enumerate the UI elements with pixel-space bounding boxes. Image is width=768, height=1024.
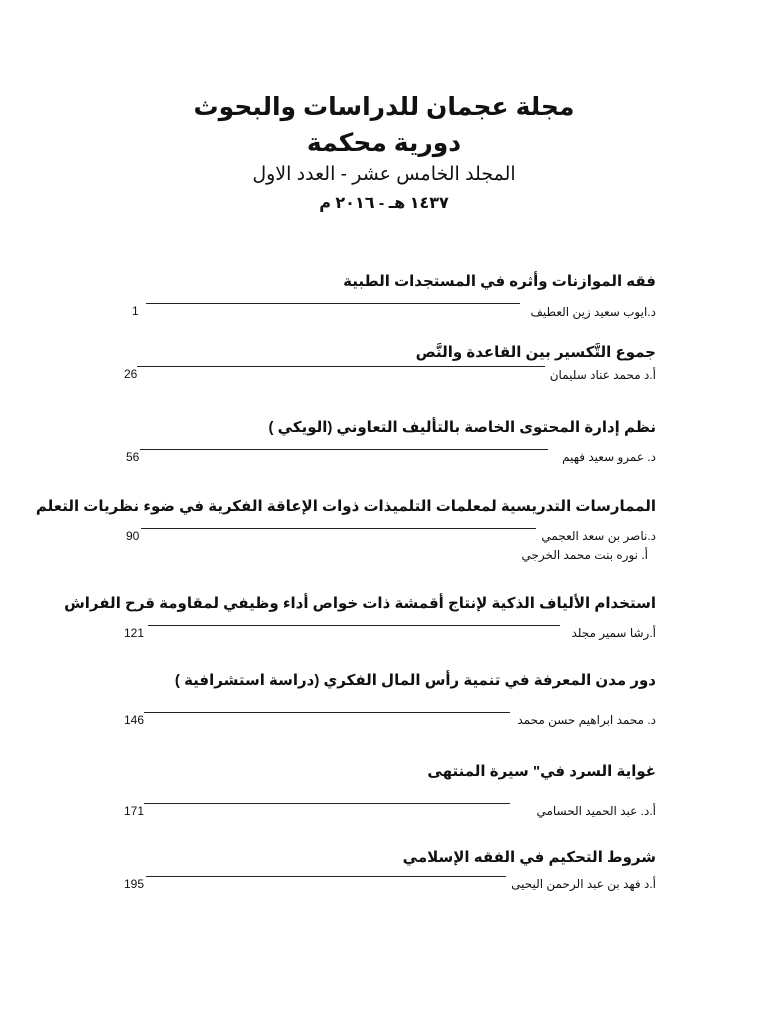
article-author: د.ايوب سعيد زين العطيف [530, 305, 656, 319]
leader-line [141, 528, 536, 529]
journal-subtitle: دورية محكمة [306, 129, 462, 157]
page-number: 121 [124, 626, 145, 640]
leader-line [144, 712, 510, 713]
article-author: د. محمد ابراهيم حسن محمد [517, 713, 656, 727]
article-title: نظم إدارة المحتوى الخاصة بالتأليف التعاوني (الويكي ) [268, 419, 656, 436]
volume-issue: المجلد الخامس عشر - العدد الاول [252, 164, 516, 185]
journal-title: مجلة عجمان للدراسات والبحوث [193, 93, 575, 121]
issue-date: ١٤٣٧ هـ - ٢٠١٦ م [319, 195, 449, 212]
article-title: شروط التحكيم في الفقه الإسلامي [402, 849, 656, 866]
article-title: دور مدن المعرفة في تنمية رأس المال الفكري (دراسة استشرافية ) [174, 672, 656, 689]
article-author: أ.رشا سمير مجلد [571, 626, 656, 640]
article-title: جموع التَّكسير بين القاعدة والنَّص [415, 344, 656, 361]
page-number: 146 [124, 713, 145, 727]
leader-line [140, 449, 548, 450]
article-coauthor: أ. نوره بنت محمد الخرجي [521, 548, 648, 562]
page-number: 90 [126, 529, 140, 543]
page-number: 56 [126, 450, 140, 464]
page-number: 195 [124, 877, 145, 891]
article-title: استخدام الألياف الذكية لإنتاج أقمشة ذات خواص أداء وظيفي لمقاومة قرح الفراش [64, 595, 656, 612]
leader-line [137, 366, 545, 367]
article-author: أ.د محمد عناد سليمان [549, 368, 656, 382]
article-title: غواية السرد في" سيرة المنتهى [427, 763, 656, 780]
page-number: 171 [124, 804, 145, 818]
article-title: الممارسات التدريسية لمعلمات التلميذات ذوات الإعاقة الفكرية في ضوء نظريات التعلم [35, 498, 656, 515]
article-author: أ.د فهد بن عبد الرحمن اليحيى [511, 877, 656, 891]
article-author: أ.د. عبد الحميد الحسامي [536, 804, 656, 818]
leader-line [144, 803, 510, 804]
page-number: 1 [132, 304, 139, 318]
article-author: د.ناصر بن سعد العجمي [541, 529, 656, 543]
leader-line [148, 625, 560, 626]
leader-line [146, 876, 506, 877]
leader-line [146, 303, 520, 304]
article-title: فقه الموازنات وأثره في المستجدات الطبية [343, 273, 656, 290]
article-author: د. عمرو سعيد فهيم [562, 450, 656, 464]
page-number: 26 [124, 367, 138, 381]
